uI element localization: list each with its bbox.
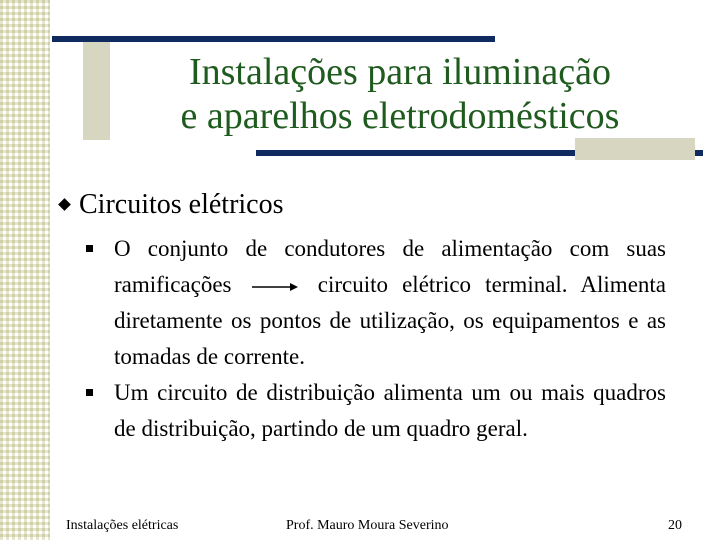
- sub-bullet-1: [86, 231, 666, 375]
- main-bullet: [56, 186, 284, 224]
- slide-title: [120, 50, 680, 138]
- diamond-bullet-icon: [58, 198, 71, 211]
- title-accent-box: [83, 40, 110, 140]
- page-number: 20: [668, 518, 682, 533]
- square-bullet-icon: [86, 245, 93, 252]
- top-rule: [52, 36, 495, 42]
- sub-bullet-1-text-b: circuito elétrico terminal. Alimenta diretamente os pontos de utilização, os equipamentos e as tomadas de corrente.: [114, 272, 666, 369]
- main-bullet-text: Circuitos elétricos: [79, 189, 284, 220]
- right-arrow-icon: [252, 280, 298, 294]
- sub-bullets: [86, 231, 666, 447]
- sub-bullet-2-text: Um circuito de distribuição alimenta um ou mais quadros de distribuição, partindo de um quadro geral.: [114, 380, 666, 441]
- footer-center: Prof. Mauro Moura Severino: [286, 518, 449, 533]
- decorative-stripes: [0, 0, 50, 540]
- footer-left: Instalações elétricas: [66, 518, 179, 533]
- square-bullet-icon: [86, 389, 93, 396]
- sub-bullet-2: [86, 375, 666, 447]
- bottom-accent-box: [575, 138, 695, 160]
- sub-bullet-1-text-a: O conjunto de condutores de alimentação com suas ramificações: [114, 236, 666, 297]
- title-line-1: Instalações para iluminação: [188, 51, 612, 93]
- title-line-2: e aparelhos eletrodomésticos: [180, 95, 620, 137]
